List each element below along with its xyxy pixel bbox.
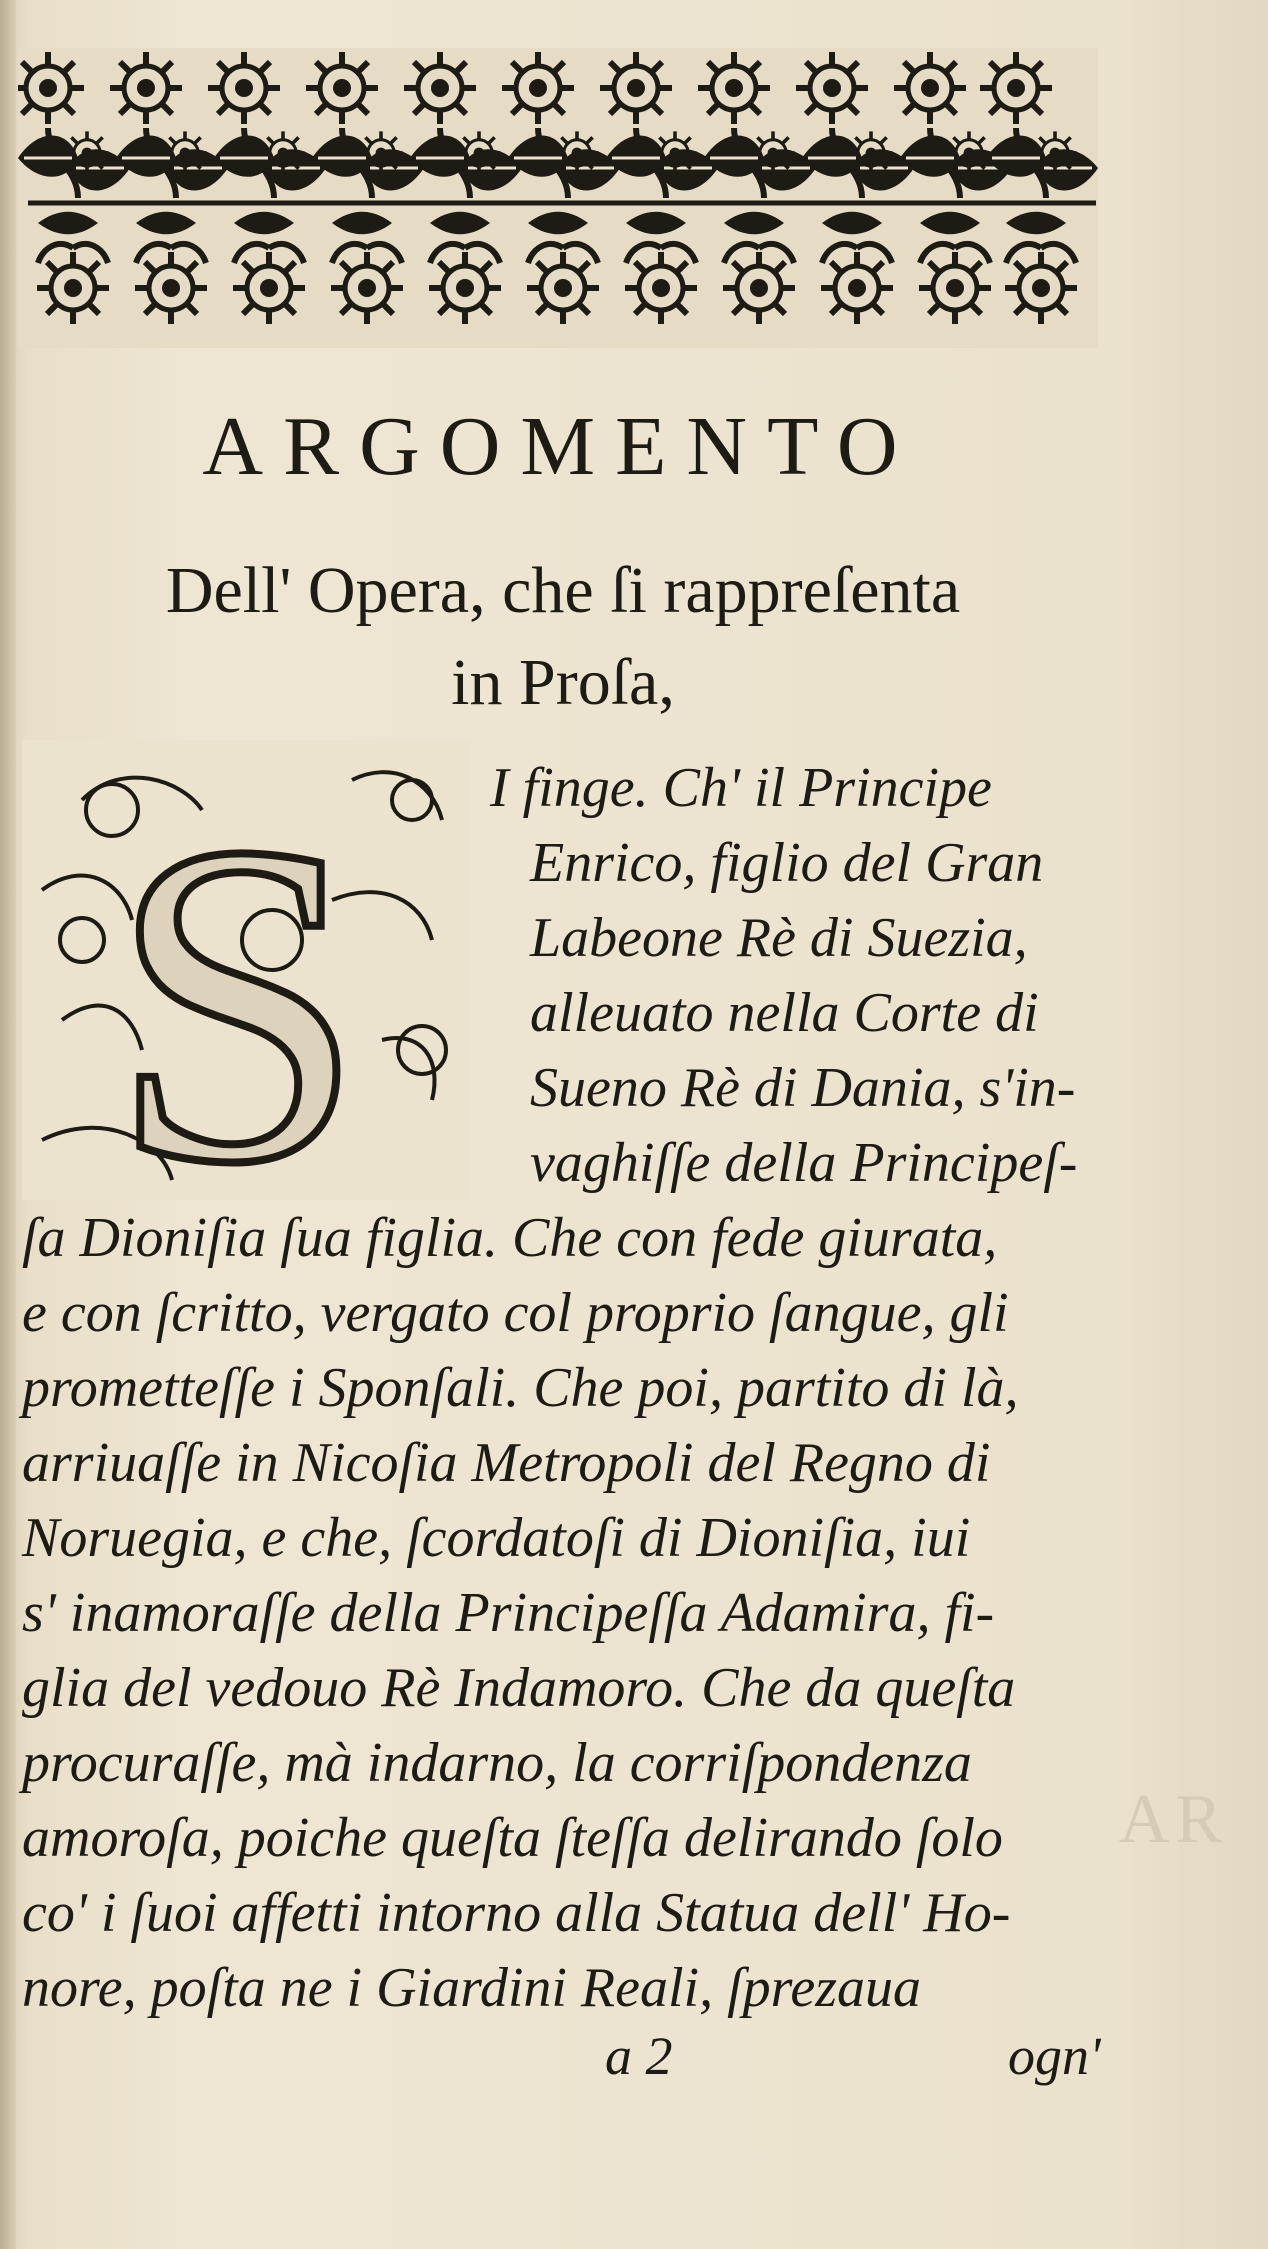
text-line: ſa Dioniſia ſua figlia. Che con fede giurata, [22,1207,998,1269]
decorated-initial-s [22,740,470,1200]
text-line: s' inamoraſſe della Principeſſa Adamira, fi- [22,1582,995,1644]
text-line: alleuato nella Corte di [530,982,1039,1044]
text-line: vaghiſſe della Principeſ- [530,1132,1078,1194]
text-line: procuraſſe, mà indarno, la corriſpondenza [22,1732,972,1794]
floral-ornament-border [18,48,1098,348]
subtitle-line: Dell' Opera, che ſi rappreſenta [165,554,961,627]
subtitle-line: in Proſa, [451,646,675,719]
text-line: glia del vedouo Rè Indamoro. Che da queſta [22,1657,1016,1719]
text-line: I finge. Ch' il Principe [490,757,992,819]
text-line: prometteſſe i Sponſali. Che poi, partito di là, [22,1357,1019,1419]
initial-letter: S [109,748,365,1200]
text-line: nore, poſta ne i Giardini Reali, ſprezaua [22,1957,922,2019]
text-line: Sueno Rè di Dania, s'in- [530,1057,1076,1119]
page-subtitle [18,545,1108,729]
page-gutter [0,0,16,2249]
page-title: ARGOMENTO [202,400,918,493]
text-line: arriuaſſe in Nicoſia Metropoli del Regno di [22,1432,991,1494]
text-line: co' i ſuoi affetti intorno alla Statua dell' Ho- [22,1882,1011,1944]
signature-mark: a 2 [605,2026,673,2086]
text-line: Noruegia, e che, ſcordatoſi di Dioniſia, iui [22,1507,971,1569]
text-line: e con ſcritto, vergato col proprio ſangue, gli [22,1282,1009,1344]
text-line: Labeone Rè di Suezia, [530,907,1028,969]
show-through-text: AR [1118,1781,1228,1858]
text-line: amoroſa, poiche queſta ſteſſa delirando ſolo [22,1807,1003,1869]
text-line: Enrico, figlio del Gran [530,832,1044,894]
catchword: ogn' [1008,2026,1101,2086]
